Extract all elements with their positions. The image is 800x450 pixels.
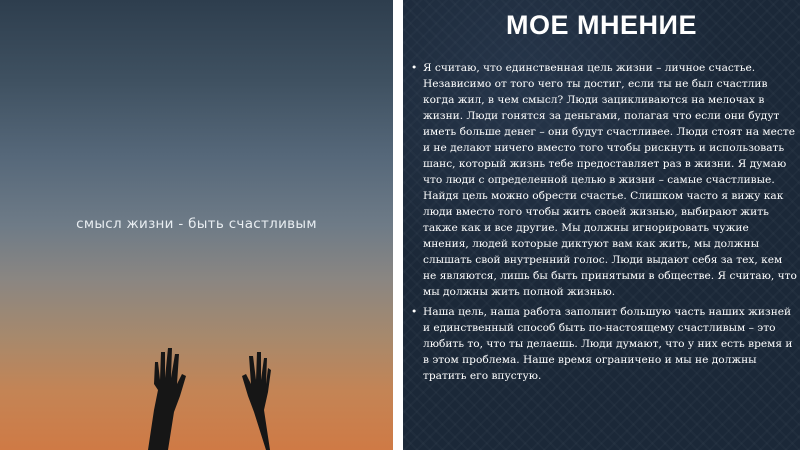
photo-caption: смысл жизни - быть счастливым: [76, 216, 317, 232]
bullet-icon: •: [411, 62, 418, 74]
paragraph-1: [409, 60, 797, 300]
panel-title: МОЕ МНЕНИЕ: [506, 10, 697, 40]
opinion-panel: [403, 0, 800, 450]
right-hand-icon: [242, 352, 271, 450]
bullet-icon: •: [411, 306, 418, 318]
sunset-photo: [0, 0, 393, 450]
divider: [393, 0, 403, 450]
paragraph-text: Я считаю, что единственная цель жизни – личное счастье. Независимо от того чего ты достиг, если ты не был счастлив когда жил, в чем смысл? Люди зацикливаются на мелочах в жизни. Люди гонятся за деньгами, полагая что если они будут иметь больше денег – они будут счастливее. Люди стоят на месте и не делают ничего вместо того чтобы рискнуть и использовать шанс, который жизнь тебе предоставляет раз в жизни. Я думаю что люди с определенной целью в жизни – самые счастливые. Найдя цель можно обрести счастье. Слишком часто я вижу как люди вместо того чтобы жить своей жизнью, выбирают жить также как и все другие. Мы должны игнорировать чужие мнения, людей которые диктуют вам как жить, мы должны слышать свой внутренний голос. Люди выдают себя за тех, кем не являются, лишь бы быть принятыми в обществе. Я считаю, что мы должны жить полной жизнью.: [423, 62, 797, 298]
paragraph-text: Наша цель, наша работа заполнит большую часть наших жизней и единственный способ быть по-настоящему счастливым – это любить то, что ты делаешь. Люди думают, что у них есть время и в этом проблема. Наше время ограничено и мы не должны тратить его впустую.: [423, 306, 793, 382]
raised-hands-icon: [140, 340, 280, 450]
left-hand-icon: [148, 348, 186, 450]
paragraph-2: [409, 304, 797, 384]
panel-body: [409, 60, 797, 388]
